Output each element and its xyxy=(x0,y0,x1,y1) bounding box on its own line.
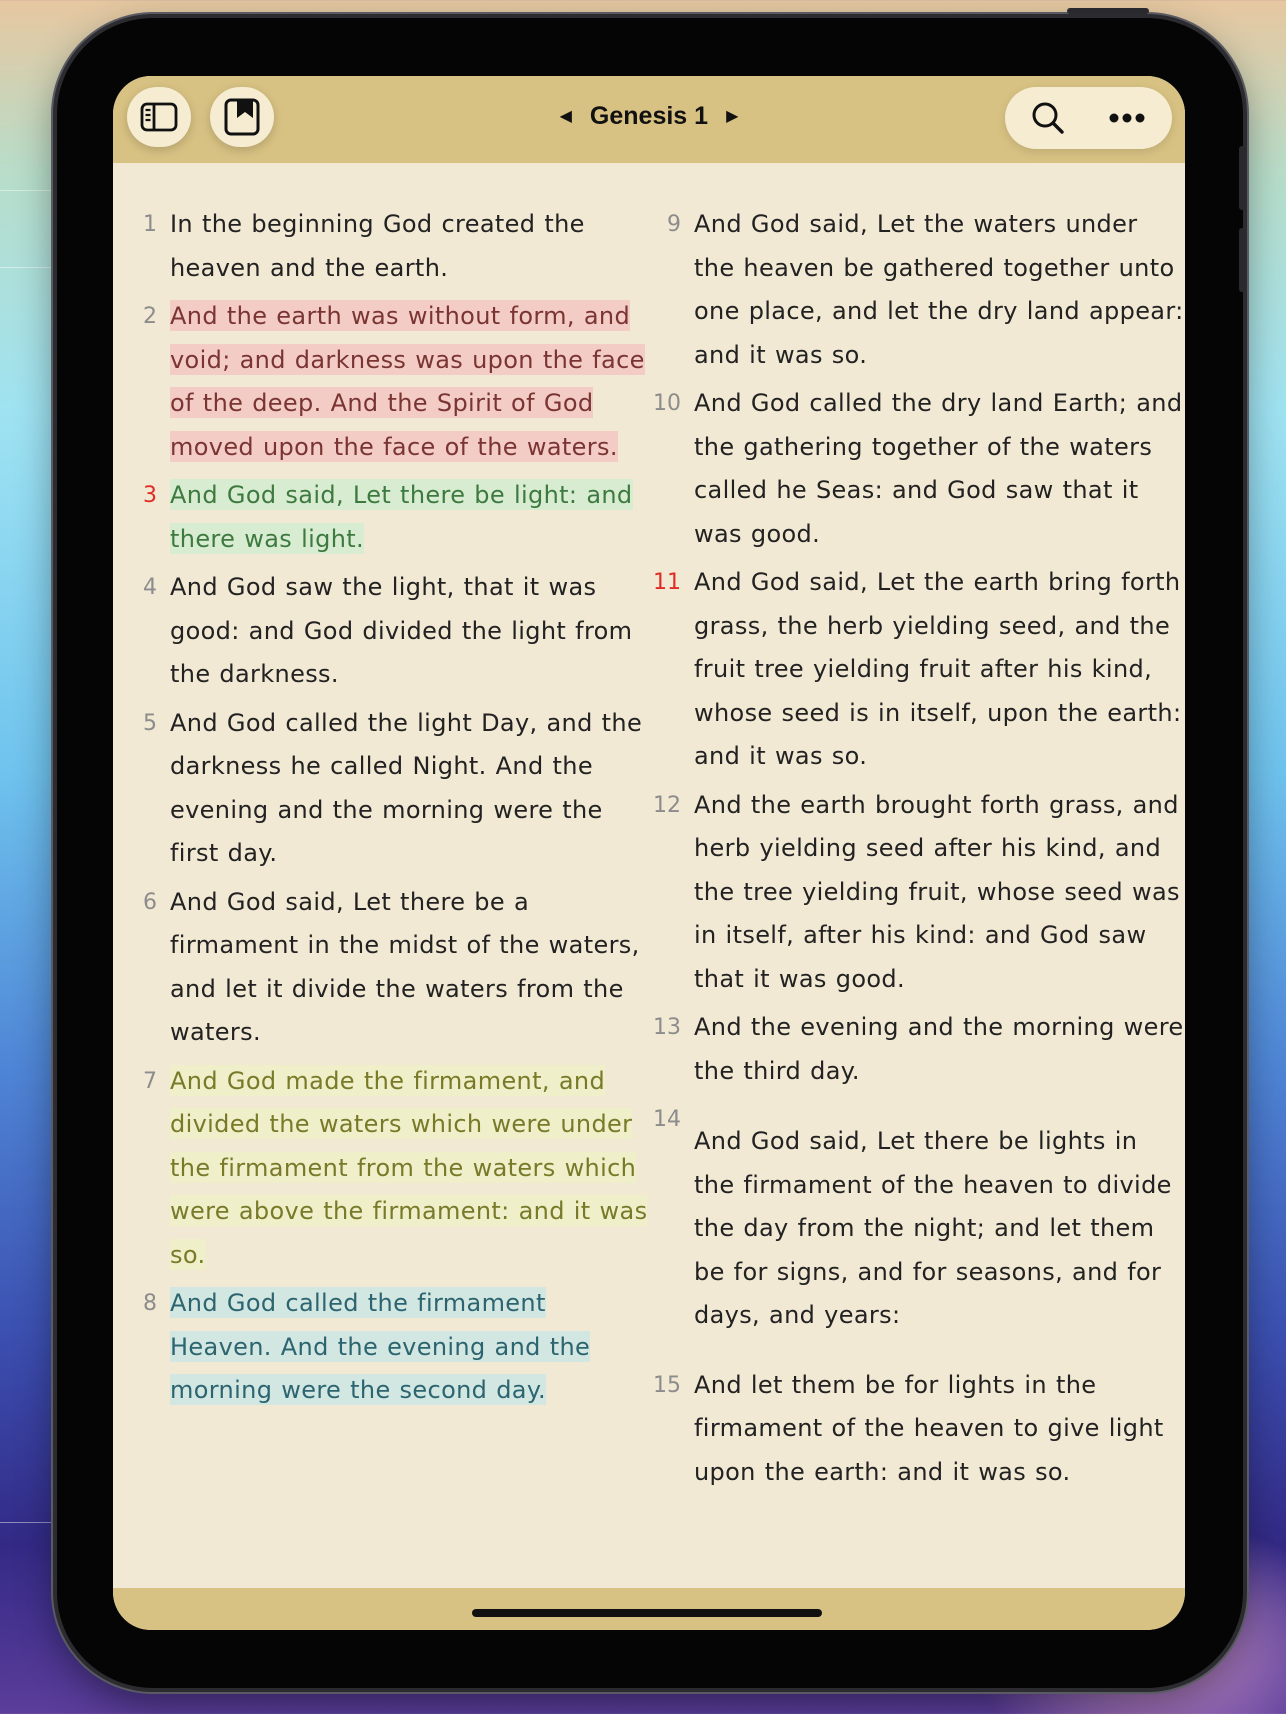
sidebar-icon xyxy=(140,101,178,133)
verse-number: 12 xyxy=(653,792,681,818)
verse-number: 3 xyxy=(143,483,157,508)
next-chapter-icon[interactable]: ▶ xyxy=(726,106,739,125)
verse-number: 13 xyxy=(653,1015,681,1040)
verse-text-content: And the earth was without form, and void; and darkness was upon the face of the deep. And the Spirit of God moved upon the face of the waters. xyxy=(170,302,645,461)
verse-15[interactable] xyxy=(637,1364,1185,1495)
verse-text-content: And God said, Let the earth bring forth grass, the herb yielding seed, and the fruit tree yielding fruit after his kind, whose seed is in itself, upon the earth: and it was so. xyxy=(694,568,1182,770)
verse-text-content: In the beginning God created the heaven and the earth. xyxy=(170,210,585,282)
home-indicator[interactable] xyxy=(472,1609,822,1617)
background-line xyxy=(0,1522,60,1523)
verse-number: 11 xyxy=(653,570,681,595)
verse-text xyxy=(694,203,1185,377)
power-button xyxy=(1067,8,1149,14)
right-column xyxy=(637,203,1185,1499)
verse-text-content: And let them be for lights in the firmament of the heaven to give light upon the earth: and it was so. xyxy=(694,1370,1164,1486)
verse-9[interactable] xyxy=(637,203,1185,377)
verse-text xyxy=(170,566,649,697)
verse-text xyxy=(694,1098,1185,1338)
sidebar-toggle-button[interactable] xyxy=(127,87,191,147)
chapter-navigator xyxy=(543,94,755,138)
verse-text xyxy=(170,203,649,290)
verse-text xyxy=(694,561,1185,779)
verse-text xyxy=(694,382,1185,556)
verse-number: 4 xyxy=(143,575,157,600)
verse-number: 7 xyxy=(143,1068,157,1094)
verse-10[interactable] xyxy=(637,382,1185,556)
verse-number: 15 xyxy=(653,1372,681,1398)
verse-number: 14 xyxy=(653,1107,681,1132)
verse-text xyxy=(170,474,649,561)
bookmarks-button[interactable] xyxy=(210,87,274,147)
verse-text xyxy=(170,881,649,1055)
verse-number: 1 xyxy=(143,212,157,237)
verse-text xyxy=(170,295,649,469)
verse-13[interactable] xyxy=(637,1006,1185,1093)
verse-text-content: And the evening and the morning were the third day. xyxy=(694,1013,1184,1085)
verse-5[interactable] xyxy=(113,702,649,876)
verse-text xyxy=(694,1364,1185,1495)
volume-button xyxy=(1239,228,1245,292)
volume-button xyxy=(1239,146,1245,210)
verse-text-content: And God saw the light, that it was good: and God divided the light from the darkness. xyxy=(170,573,633,688)
more-icon xyxy=(1108,112,1146,124)
verse-text-content: And God called the firmament Heaven. And the evening and the morning were the second day. xyxy=(170,1289,591,1404)
verse-number: 5 xyxy=(143,710,157,736)
previous-chapter-icon[interactable]: ◀ xyxy=(559,106,572,125)
verse-3[interactable] xyxy=(113,474,649,561)
verse-text-content: And God said, Let there be light: and there was light. xyxy=(170,481,633,553)
verse-number: 8 xyxy=(143,1291,157,1316)
verse-8[interactable] xyxy=(113,1282,649,1413)
verse-text xyxy=(170,702,649,876)
verse-text-content: And God called the light Day, and the darkness he called Night. And the evening and the morning were the first day. xyxy=(170,708,643,867)
verse-text-content: And God made the firmament, and divided the waters which were under the firmament from the waters which were above the firmament: and it was so. xyxy=(170,1066,648,1269)
verse-number: 9 xyxy=(667,212,681,237)
verse-2[interactable] xyxy=(113,295,649,469)
verse-number: 10 xyxy=(653,391,681,416)
verse-text-content: And God said, Let there be a firmament in the midst of the waters, and let it divide the waters from the waters. xyxy=(170,887,640,1046)
chapter-title[interactable]: Genesis 1 xyxy=(589,101,709,130)
verse-text-content: And the earth brought forth grass, and herb yielding seed after his kind, and the tree yielding fruit, whose seed was in itself, after his kind: and God saw that it was good. xyxy=(694,790,1180,993)
more-button[interactable] xyxy=(1089,87,1165,149)
chapter-content xyxy=(113,163,1185,1588)
verse-text xyxy=(694,784,1185,1002)
verse-text xyxy=(694,1006,1185,1093)
top-toolbar xyxy=(113,76,1185,163)
verse-11[interactable] xyxy=(637,561,1185,779)
verse-6[interactable] xyxy=(113,881,649,1055)
book-bookmark-icon xyxy=(222,98,262,136)
verse-text xyxy=(170,1060,649,1278)
verse-1[interactable] xyxy=(113,203,649,290)
verse-text-content: And God called the dry land Earth; and the gathering together of the waters called he Seas: and God saw that it was good. xyxy=(694,389,1183,548)
verse-7[interactable] xyxy=(113,1060,649,1278)
search-button[interactable] xyxy=(1011,87,1085,149)
verse-number: 2 xyxy=(143,304,157,329)
verse-text-content: And God said, Let there be lights in the firmament of the heaven to divide the day from the night; and let them be for signs, and for seasons, and for days, and years: xyxy=(694,1127,1172,1329)
background-line xyxy=(0,267,60,268)
reader-screen xyxy=(113,76,1185,1630)
search-icon xyxy=(1030,100,1066,136)
verse-12[interactable] xyxy=(637,784,1185,1002)
verse-14[interactable] xyxy=(637,1098,1185,1338)
background-line xyxy=(0,190,60,191)
verse-number: 6 xyxy=(143,889,157,915)
verse-text xyxy=(170,1282,649,1413)
search-more-pill xyxy=(1005,87,1172,149)
left-column xyxy=(113,203,649,1418)
verse-4[interactable] xyxy=(113,566,649,697)
verse-text-content: And God said, Let the waters under the heaven be gathered together unto one place, and let the dry land appear: and it was so. xyxy=(694,210,1184,369)
